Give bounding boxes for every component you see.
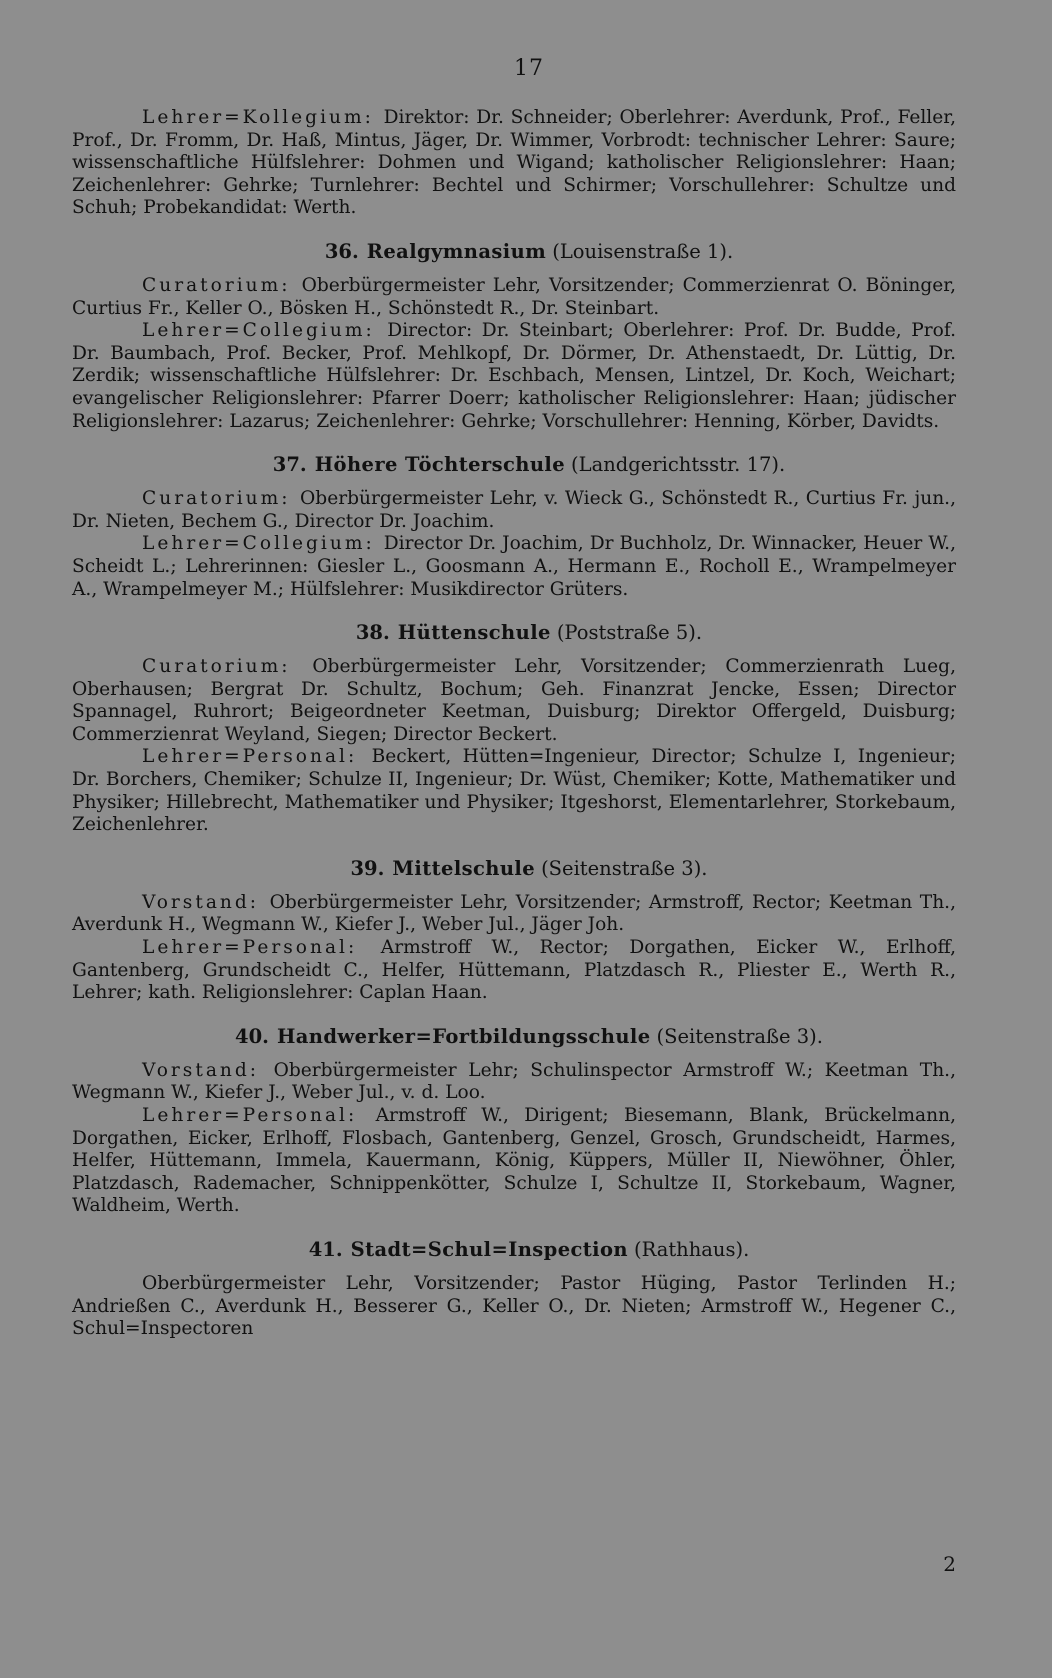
section-41 [72, 1238, 956, 1341]
staff-paragraph [72, 533, 956, 601]
paragraph-label: Curatorium: [142, 488, 301, 510]
intro-paragraph [72, 107, 956, 220]
section-address: (Landgerichtsstr. 17). [571, 453, 786, 477]
staff-paragraph [72, 320, 956, 433]
section-title [72, 240, 956, 263]
curatorium-paragraph [72, 656, 956, 746]
section-address: (Poststraße 5). [556, 621, 703, 645]
paragraph-text: Director: Dr. Steinbart; Oberlehrer: Prof. Dr. Budde, Prof. Dr. Baumbach, Prof. Becker, Prof. Mehlkopf, Dr. Dörmer, Dr. Athenstaedt, Dr. Lüttig, Dr. Zerdik; wissenschaftliche Hülfslehrer: Dr. Eschbach, Mensen, Lintzel, Dr. Koch, Weichart; evangelischer Religionslehrer: Pfarrer Doerr; katholischer Religionslehrer: Haan; jüdischer Religionslehrer: Lazarus; Zeichenlehrer: Gehrke; Vorschullehrer: Henning, Körber, Davidts. [72, 320, 956, 432]
section-title [72, 621, 956, 644]
paragraph-text: Oberbürgermeister Lehr; Schulinspector Armstroff W.; Keetman Th., Wegmann W., Kiefer J., Weber Jul., v. d. Loo. [72, 1059, 956, 1104]
section-name: Realgymnasium [366, 239, 547, 263]
section-address: (Rathhaus). [633, 1237, 750, 1261]
paragraph-text: Director Dr. Joachim, Dr Buchholz, Dr. Winnacker, Heuer W., Scheidt L.; Lehrerinnen: Giesler L., Goosmann A., Hermann E., Rocholl E., Wrampelmeyer A., Wrampelmeyer M.; Hülfslehrer: Musikdirector Grüters. [72, 533, 956, 600]
section-number: 40. [235, 1024, 269, 1048]
curatorium-paragraph [72, 275, 956, 320]
section-number: 36. [324, 239, 359, 263]
section-title [72, 1238, 956, 1261]
section-address: (Seitenstraße 3). [541, 856, 708, 880]
paragraph-text: Oberbürgermeister Lehr, Vorsitzender; Commerzienrath Lueg, Oberhausen; Bergrat Dr. Schultz, Bochum; Geh. Finanzrat Jencke, Essen; Director Spannagel, Ruhrort; Beigeordneter Keetman, Duisburg; Direktor Offergeld, Duisburg; Commerzienrat Weyland, Siegen; Director Beckert. [72, 656, 956, 745]
section-name: Stadt=Schul=Inspection [350, 1237, 628, 1261]
section-name: Mittelschule [392, 856, 536, 880]
section-36 [72, 240, 956, 433]
paragraph-text: Armstroff W., Rector; Dorgathen, Eicker W., Erlhoff, Gantenberg, Grundscheidt C., Helfer, Hüttemann, Platzdasch R., Pliester E., Werth R., Lehrer; kath. Religionslehrer: Caplan Haan. [72, 937, 956, 1004]
section-address: (Seitenstraße 3). [656, 1024, 823, 1048]
staff-paragraph [72, 937, 956, 1005]
section-37 [72, 453, 956, 601]
section-39 [72, 857, 956, 1005]
paragraph-label: Vorstand: [142, 1059, 274, 1081]
section-name: Höhere Töchterschule [314, 453, 566, 477]
section-name: Handwerker=Fortbildungsschule [276, 1024, 651, 1048]
staff-paragraph [72, 746, 956, 836]
page-number: 17 [514, 56, 544, 81]
paragraph-text: Direktor: Dr. Schneider; Oberlehrer: Averdunk, Prof., Feller, Prof., Dr. Fromm, Dr. Haß, Mintus, Jäger, Dr. Wimmer, Vorbrodt: technischer Lehrer: Saure; wissenschaftliche Hülfslehrer: Dohmen und Wigand; katholischer Religionslehrer: Haan; Zeichenlehrer: Gehrke; Turnlehrer: Bechtel und Schirmer; Vorschullehrer: Schultze und Schuh; Probekandidat: Werth. [72, 107, 956, 219]
paragraph-label: Lehrer=Collegium: [142, 533, 384, 555]
signature-number: 2 [943, 1552, 956, 1576]
paragraph-text: Oberbürgermeister Lehr, v. Wieck G., Schönstedt R., Curtius Fr. jun., Dr. Nieten, Bechem G., Director Dr. Joachim. [72, 488, 956, 532]
paragraph-text: Beckert, Hütten=Ingenieur, Director; Schulze I, Ingenieur; Dr. Borchers, Chemiker; Schulze II, Ingenieur; Dr. Wüst, Chemiker; Kotte, Mathematiker und Physiker; Hillebrecht, Mathematiker und Physiker; Itgeshorst, Elementarlehrer, Storkebaum, Zeichenlehrer. [72, 746, 956, 836]
paragraph-text: Oberbürgermeister Lehr, Vorsitzender; Commerzienrat O. Böninger, Curtius Fr., Keller O., Bösken H., Schönstedt R., Dr. Steinbart. [72, 274, 956, 319]
board-paragraph [72, 892, 956, 937]
paragraph-label: Lehrer=Personal: [142, 937, 381, 959]
section-address: (Louisenstraße 1). [552, 239, 734, 263]
section-name: Hüttenschule [397, 621, 551, 645]
paragraph-text: Oberbürgermeister Lehr, Vorsitzender; Pastor Hüging, Pastor Terlinden H.; Andrießen C., Averdunk H., Besserer G., Keller O., Dr. Nieten; Armstroff W., Hegener C., Schul=Inspectoren [72, 1272, 956, 1340]
paragraph-label: Curatorium: [142, 656, 313, 678]
staff-paragraph [72, 1105, 956, 1218]
paragraph-text: Oberbürgermeister Lehr, Vorsitzender; Armstroff, Rector; Keetman Th., Averdunk H., Wegmann W., Kiefer J., Weber Jul., Jäger Joh. [72, 891, 956, 936]
curatorium-paragraph [72, 488, 956, 533]
section-number: 37. [272, 453, 307, 477]
inspection-paragraph [72, 1273, 956, 1341]
section-title [72, 1025, 956, 1048]
paragraph-label: Lehrer=Personal: [142, 746, 372, 768]
paragraph-text: Armstroff W., Dirigent; Biesemann, Blank, Brückelmann, Dorgathen, Eicker, Erlhoff, Flosbach, Gantenberg, Genzel, Grosch, Grundscheidt, Harmes, Helfer, Hüttemann, Immela, Kauermann, König, Küppers, Müller II, Niewöhner, Öhler, Platzdasch, Rademacher, Schnippenkötter, Schulze I, Schultze II, Storkebaum, Wagner, Waldheim, Werth. [72, 1105, 956, 1217]
paragraph-label: Vorstand: [142, 891, 270, 913]
section-title [72, 857, 956, 880]
paragraph-label: Curatorium: [142, 274, 302, 296]
section-38 [72, 621, 956, 837]
section-number: 38. [355, 621, 390, 645]
paragraph-label: Lehrer=Personal: [142, 1105, 376, 1126]
section-title [72, 453, 956, 476]
paragraph-label: Lehrer=Collegium: [142, 320, 388, 342]
section-number: 41. [308, 1237, 343, 1261]
board-paragraph [72, 1060, 956, 1105]
section-40 [72, 1025, 956, 1218]
section-number: 39. [350, 856, 385, 880]
paragraph-label: Lehrer=Kollegium: [142, 107, 384, 128]
